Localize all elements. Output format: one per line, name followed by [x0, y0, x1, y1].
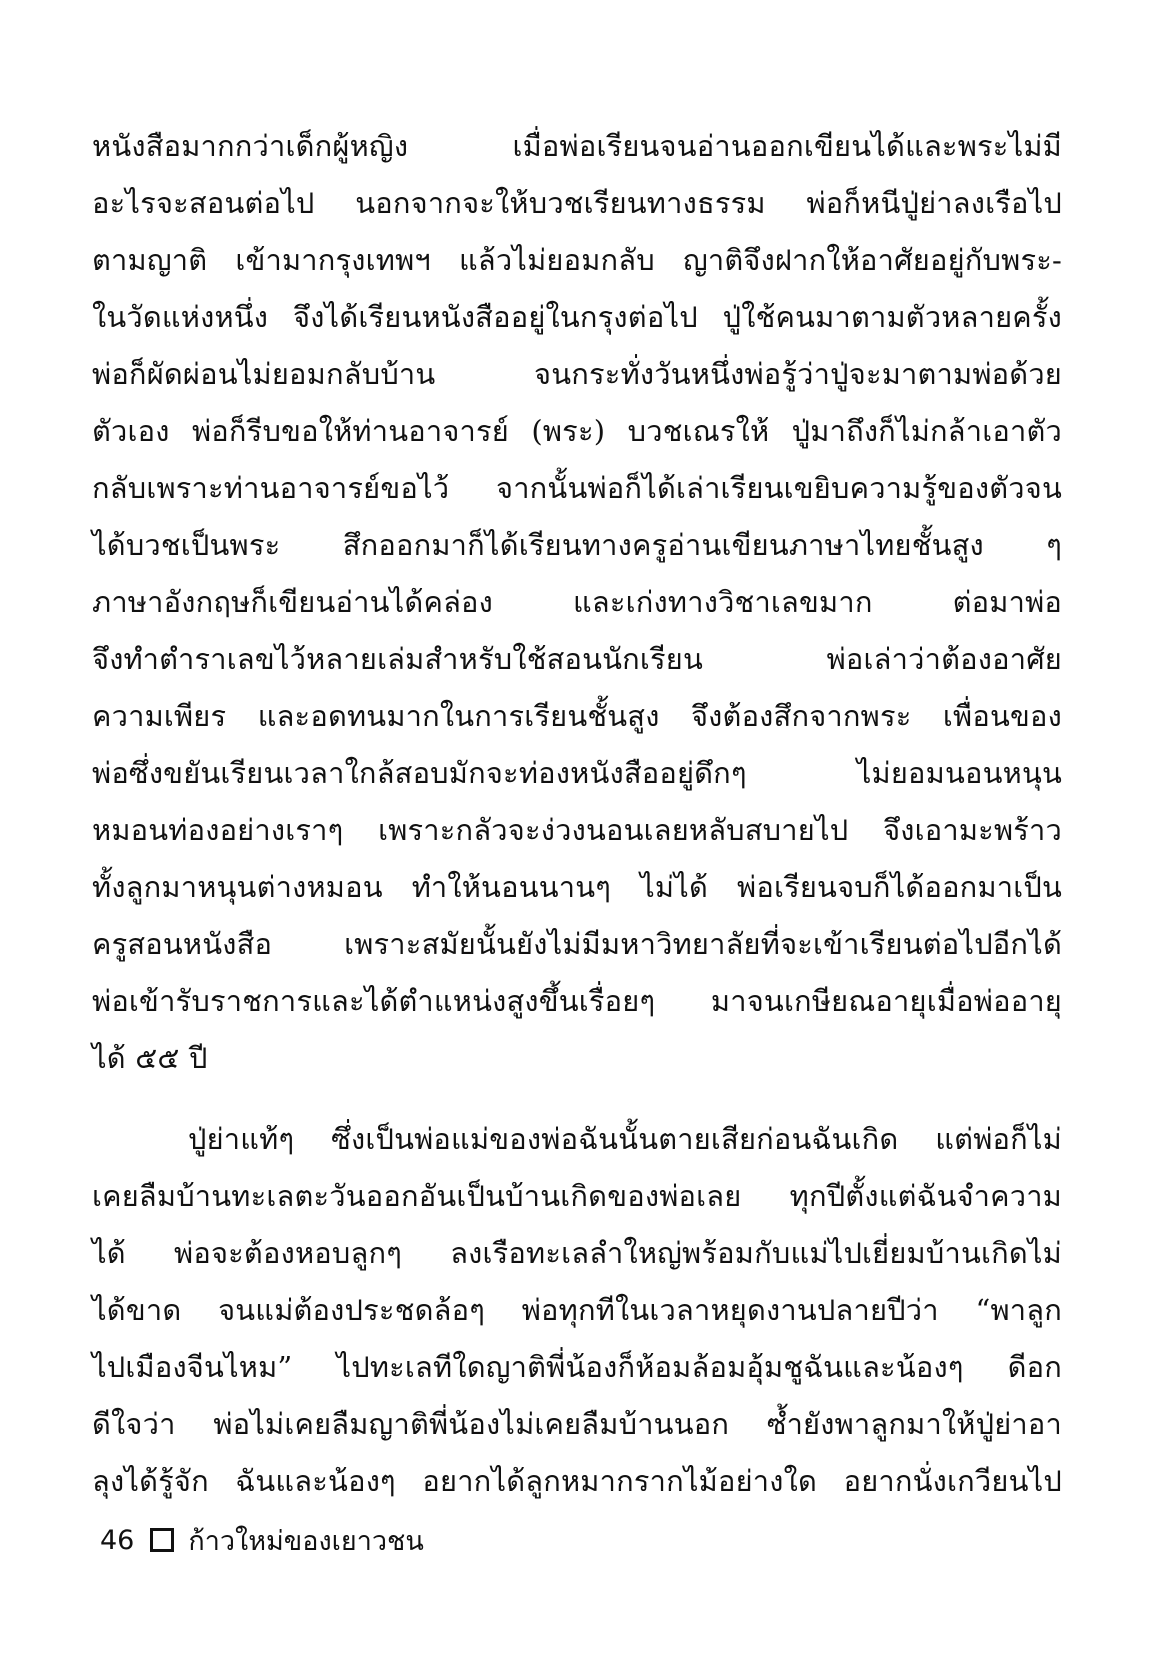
square-outline-icon — [150, 1528, 174, 1552]
text-line: เคยลืมบ้านทะเลตะวันออกอันเป็นบ้านเกิดของพ่อเลย ทุกปีตั้งแต่ฉันจำความ — [92, 1179, 1062, 1213]
text-line: ความเพียร และอดทนมากในการเรียนชั้นสูง จึงต้องสึกจากพระ เพื่อนของ — [92, 699, 1062, 733]
page-body — [92, 118, 1062, 1510]
paragraph-2 — [92, 1111, 1062, 1510]
text-line: พ่อซึ่งขยันเรียนเวลาใกล้สอบมักจะท่องหนังสืออยู่ดึกๆ ไม่ยอมนอนหนุน — [92, 756, 1062, 790]
text-line: ภาษาอังกฤษก็เขียนอ่านได้คล่อง และเก่งทางวิชาเลขมาก ต่อมาพ่อ — [92, 585, 1062, 619]
text-line: ไปเมืองจีนไหม” ไปทะเลทีใดญาติพี่น้องก็ห้อมล้อมอุ้มชูฉันและน้องๆ ดีอก — [92, 1350, 1062, 1384]
text-line: ครูสอนหนังสือ เพราะสมัยนั้นยังไม่มีมหาวิทยาลัยที่จะเข้าเรียนต่อไปอีกได้ — [92, 927, 1062, 961]
text-line: พ่อก็ผัดผ่อนไม่ยอมกลับบ้าน จนกระทั่งวันหนึ่งพ่อรู้ว่าปู่จะมาตามพ่อด้วย — [92, 357, 1062, 391]
book-title: ก้าวใหม่ของเยาวชน — [188, 1525, 424, 1557]
text-line: ได้ขาด จนแม่ต้องประชดล้อๆ พ่อทุกทีในเวลาหยุดงานปลายปีว่า “พาลูก — [92, 1293, 1062, 1327]
text-line: ในวัดแห่งหนึ่ง จึงได้เรียนหนังสืออยู่ในกรุงต่อไป ปู่ใช้คนมาตามตัวหลายครั้ง — [92, 300, 1062, 334]
text-line: ตัวเอง พ่อก็รีบขอให้ท่านอาจารย์ (พระ) บวชเณรให้ ปู่มาถึงก็ไม่กล้าเอาตัว — [92, 414, 1062, 448]
text-line: ตามญาติ เข้ามากรุงเทพฯ แล้วไม่ยอมกลับ ญาติจึงฝากให้อาศัยอยู่กับพระ- — [92, 243, 1062, 277]
page-number: 46 — [100, 1524, 135, 1556]
text-line: จึงทำตำราเลขไว้หลายเล่มสำหรับใช้สอนนักเรียน พ่อเล่าว่าต้องอาศัย — [92, 642, 1062, 676]
text-line: ได้บวชเป็นพระ สึกออกมาก็ได้เรียนทางครูอ่านเขียนภาษาไทยชั้นสูง ๆ — [92, 528, 1062, 562]
text-line: หนังสือมากกว่าเด็กผู้หญิง เมื่อพ่อเรียนจนอ่านออกเขียนได้และพระไม่มี — [92, 129, 1062, 163]
text-line: กลับเพราะท่านอาจารย์ขอไว้ จากนั้นพ่อก็ได้เล่าเรียนเขยิบความรู้ของตัวจน — [92, 471, 1062, 505]
paragraph-1 — [92, 118, 1062, 1087]
text-line: หมอนท่องอย่างเราๆ เพราะกลัวจะง่วงนอนเลยหลับสบายไป จึงเอามะพร้าว — [92, 813, 1062, 847]
text-line-last: ได้ ๕๕ ปี — [92, 1041, 208, 1075]
text-line: ดีใจว่า พ่อไม่เคยลืมญาติพี่น้องไม่เคยลืมบ้านนอก ซ้ำยังพาลูกมาให้ปู่ย่าอา — [92, 1407, 1062, 1441]
text-line: พ่อเข้ารับราชการและได้ตำแหน่งสูงขึ้นเรื่อยๆ มาจนเกษียณอายุเมื่อพ่ออายุ — [92, 984, 1062, 1018]
text-line-indented: ปู่ย่าแท้ๆ ซึ่งเป็นพ่อแม่ของพ่อฉันนั้นตายเสียก่อนฉันเกิด แต่พ่อก็ไม่ — [188, 1122, 1062, 1156]
page-footer — [100, 1520, 424, 1560]
text-line: ลุงได้รู้จัก ฉันและน้องๆ อยากได้ลูกหมากรากไม้อย่างใด อยากนั่งเกวียนไป — [92, 1464, 1062, 1498]
paragraph-gap — [92, 1087, 1062, 1111]
text-line: อะไรจะสอนต่อไป นอกจากจะให้บวชเรียนทางธรรม พ่อก็หนีปู่ย่าลงเรือไป — [92, 186, 1062, 220]
text-line: ได้ พ่อจะต้องหอบลูกๆ ลงเรือทะเลลำใหญ่พร้อมกับแม่ไปเยี่ยมบ้านเกิดไม่ — [92, 1236, 1062, 1270]
text-line: ทั้งลูกมาหนุนต่างหมอน ทำให้นอนนานๆ ไม่ได้ พ่อเรียนจบก็ได้ออกมาเป็น — [92, 870, 1062, 904]
